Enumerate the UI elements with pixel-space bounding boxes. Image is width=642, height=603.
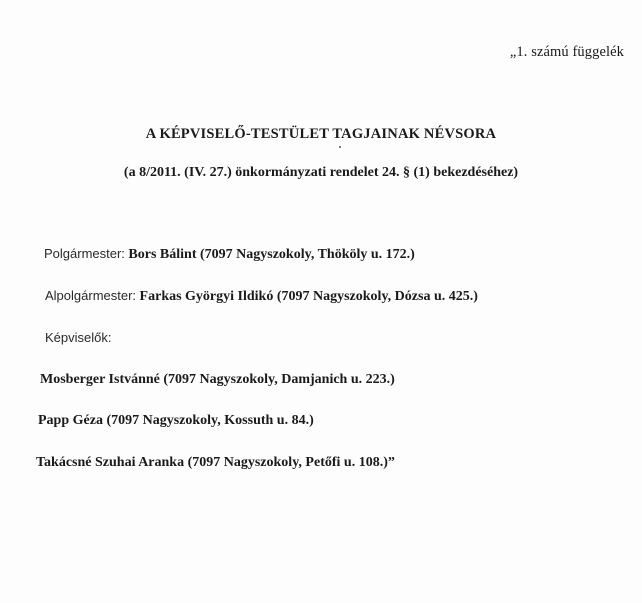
mayor-name: Bors Bálint (7097 Nagyszokoly, Thököly u. 172.) [128, 247, 415, 262]
representative-item: Takácsné Szuhai Aranka (7097 Nagyszokoly, Petőfi u. 108.)” [36, 455, 395, 470]
annex-label: „1. számú függelék [509, 44, 624, 60]
mayor-line [44, 246, 415, 263]
representative-item: Papp Géza (7097 Nagyszokoly, Kossuth u. 84.) [38, 413, 314, 428]
deputy-mayor-name: Farkas Györgyi Ildikó (7097 Nagyszokoly, Dózsa u. 425.) [139, 289, 478, 304]
document-title: A KÉPVISELŐ-TESTÜLET TAGJAINAK NÉVSORA [145, 126, 497, 142]
mayor-role-label: Polgármester: [44, 246, 125, 261]
representative-item: Mosberger Istvánné (7097 Nagyszokoly, Damjanich u. 223.) [40, 372, 395, 387]
deputy-mayor-line [45, 288, 478, 305]
stray-dot-mark [339, 146, 341, 148]
representatives-heading-label: Képviselők: [45, 330, 112, 345]
deputy-mayor-role-label: Alpolgármester: [45, 288, 137, 303]
representatives-heading [45, 330, 111, 347]
document-subtitle: (a 8/2011. (IV. 27.) önkormányzati rendelet 24. § (1) bekezdéséhez) [123, 165, 519, 180]
